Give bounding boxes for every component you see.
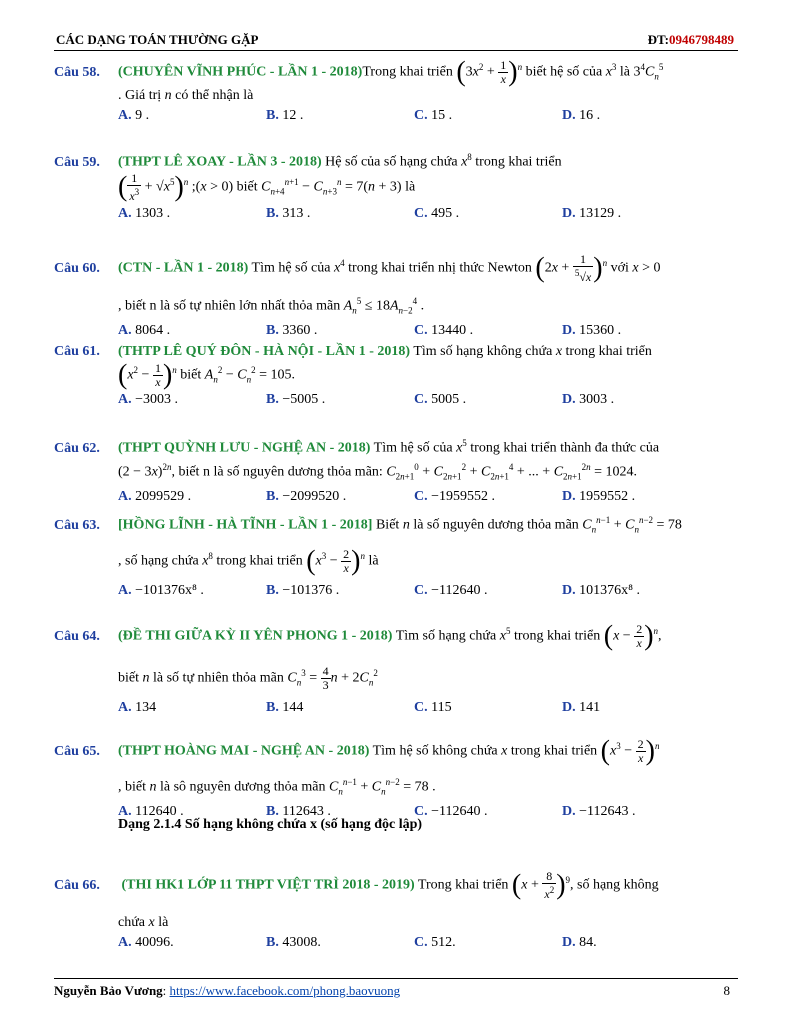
option-b[interactable]: B. 3360 . [266, 323, 318, 339]
option-b[interactable]: B. −2099520 . [266, 489, 347, 505]
option-d[interactable]: D. 84. [562, 935, 597, 950]
option-a[interactable]: A. 2099529 . [118, 489, 192, 505]
option-c[interactable]: C. 495 . [414, 205, 460, 221]
option-b[interactable]: B. −101376 . [266, 583, 340, 599]
option-d[interactable]: D. 16 . [562, 108, 601, 124]
option-c[interactable]: C. 115 [414, 700, 452, 716]
option-d[interactable]: D. 101376x⁸ . [562, 583, 641, 599]
option-c[interactable]: C. −1959552 . [414, 489, 496, 505]
question-58: Câu 58. (CHUYÊN VĨNH PHÚC - LẦN 1 - 2018)Trong khai triển ($3x^2$ + $\frac{1}{x}$ )$^n$ biết hệ số của $x^3$ là $3^4C_n^5$ . Giá trị n có thể nhận là A. 9 . B. 12 . C. 15 . D. 16 . [54, 58, 740, 125]
header-phone: ĐT:0946798489 [647, 32, 734, 47]
page-footer: Nguyễn Bảo Vương: https://www.facebook.com/phong.baovuong 8 [54, 978, 738, 999]
page-number: 8 [723, 983, 730, 998]
option-c[interactable]: C. 5005 . [414, 392, 467, 408]
option-d[interactable]: D. 15360 . [562, 323, 622, 339]
option-c[interactable]: C. −112640 . [414, 804, 488, 820]
question-64: Câu 64. (ĐỀ THI GIỮA KỲ II YÊN PHONG 1 - 2018) Tìm số hạng chứa $x^5$ trong khai triển (x − $\frac{2}{x}$ )$^n$, biết n là số tự nhiên thỏa mãn $C_n^3$ = $\frac{4}{3}$ $n + 2C_n^2$ A. 134 B. 144 C. 115 D. 141 [54, 622, 740, 717]
options-64 [54, 698, 740, 717]
question-62: Câu 62. (THPT QUỲNH LƯU - NGHỆ AN - 2018) Tìm hệ số của $x^5$ trong khai triển thành đa thức của $(2 - 3x)^{2n}$, biết n là số nguyên dương thỏa mãn: $C_{2n+1}^0 + C_{2n+1}^2 + C_{2n+1}^4$ + ... + $C_{2n+1}^{2n} = 1024$. A. 2099529 . B. −2099520 . C. −1959552 . D. 1959552 . [54, 434, 740, 506]
option-a[interactable]: A. −3003 . [118, 392, 179, 408]
option-c[interactable]: C. −112640 . [414, 583, 488, 599]
option-b[interactable]: B. 112643 . [266, 804, 331, 820]
question-63: Câu 63. [HỒNG LĨNH - HÀ TĨNH - LẦN 1 - 2018] Biết n là số nguyên dương thỏa mãn $C_n^{n-1} + C_n^{n-2} = 78$ , số hạng chứa $x^8$ trong khai triển ($x^3$ − $\frac{2}{x}$ )$^n$ là A. −101376x⁸ . B. −101376 . C. −112640 . D. 101376x⁸ . [54, 511, 740, 600]
facebook-link[interactable]: https://www.facebook.com/phong.baovuong [169, 983, 401, 998]
option-a[interactable]: A. 134 [118, 700, 157, 716]
question-61: Câu 61. (THTP LÊ QUÝ ĐÔN - HÀ NỘI - LẦN 1 - 2018) Tìm số hạng không chứa x trong khai triển ($x^2$ − $\frac{1}{x}$ )$^n$ biết $A_n^2 - C_n^2 = 105$. A. −3003 . B. −5005 . C. 5005 . D. 3003 . [54, 342, 740, 409]
option-a[interactable]: A. 112640 . [118, 804, 184, 820]
option-c[interactable]: C. 512. [414, 935, 456, 950]
question-66: Câu 66. (THI HK1 LỚP 11 THPT VIỆT TRÌ 2018 - 2019) Trong khai triển (x + $\frac{8}{x^2}$ )$^9$, số hạng không chứa x là A. 40096. B. 43008. C. 512. D. 84. [54, 870, 740, 952]
option-a[interactable]: A. 40096. [118, 935, 174, 950]
question-60: Câu 60. (CTN - LẦN 1 - 2018) Tìm hệ số của $x^4$ trong khai triển nhị thức Newton (2x + $\frac{1}{^5√x}$ )$^n$ với x > 0 , biết n là số tự nhiên lớn nhất thỏa mãn $A_n^5 \le 18A_{n-2}^4$ . A. 8064 . B. 3360 . C. 13440 . D. 15360 . [54, 253, 740, 340]
options-62 [54, 487, 740, 506]
option-a[interactable]: A. 9 . [118, 108, 150, 124]
option-c[interactable]: C. 15 . [414, 108, 453, 124]
author-name: Nguyễn Bảo Vương [54, 983, 163, 998]
options-58 [54, 106, 740, 125]
options-59 [54, 204, 740, 223]
option-c[interactable]: C. 13440 . [414, 323, 474, 339]
option-b[interactable]: B. 43008. [266, 935, 321, 950]
option-b[interactable]: B. 144 [266, 700, 304, 716]
option-b[interactable]: B. 12 . [266, 108, 304, 124]
option-a[interactable]: A. 8064 . [118, 323, 171, 339]
option-d[interactable]: D. 1959552 . [562, 489, 636, 505]
option-b[interactable]: B. 313 . [266, 205, 311, 221]
options-66 [54, 933, 740, 952]
page-header [54, 32, 738, 51]
option-d[interactable]: D. −112643 . [562, 804, 636, 820]
header-title: CÁC DẠNG TOÁN THƯỜNG GẶP [56, 32, 259, 47]
question-59: Câu 59. (THPT LÊ XOAY - LẦN 3 - 2018) Hệ số của số hạng chứa $x^8$ trong khai triển ( $\frac{1}{x^3}$ + $√x^5)^n$ ;(x > 0) biết $C_{n+4}^{n+1} - C_{n+3}^n = 7(n + 3)$ là A. 1303 . B. 313 . C. 495 . D. 13129 . [54, 148, 740, 223]
options-63 [54, 581, 740, 600]
options-60 [54, 321, 740, 340]
option-d[interactable]: D. 141 [562, 700, 601, 716]
option-d[interactable]: D. 13129 . [562, 205, 622, 221]
option-a[interactable]: A. 1303 . [118, 205, 171, 221]
option-d[interactable]: D. 3003 . [562, 392, 615, 408]
option-b[interactable]: B. −5005 . [266, 392, 326, 408]
options-61 [54, 390, 740, 409]
section-heading: Dạng 2.1.4 Số hạng không chứa x (số hạng độc lập) [118, 817, 423, 832]
option-a[interactable]: A. −101376x⁸ . [118, 583, 204, 599]
question-65: Câu 65. (THPT HOÀNG MAI - NGHỆ AN - 2018) Tìm hệ số không chứa x trong khai triển ($x^3$ − $\frac{2}{x}$ )$^n$ , biết n là sô nguyên dương thỏa mãn $C_n^{n-1} + C_n^{n-2} = 78$ . A. 112640 . B. 112643 . C. −112640 . D. −112643 . [54, 737, 740, 821]
